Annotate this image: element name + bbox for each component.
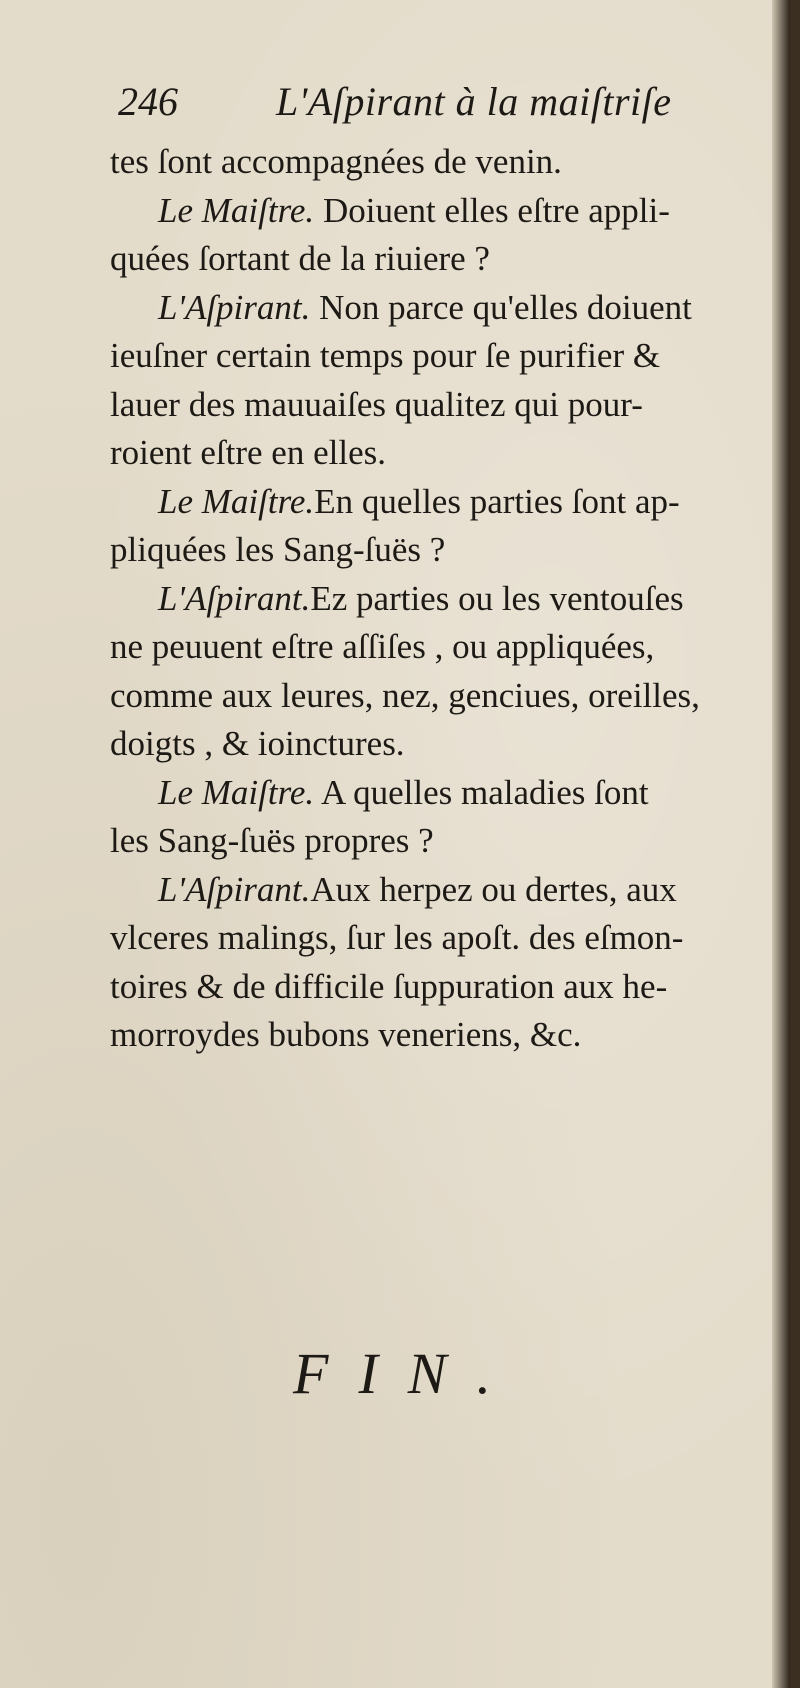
text-line: [110, 817, 788, 866]
text-line: [110, 866, 788, 915]
line-text: Aux herpez ou dertes, aux: [310, 869, 677, 909]
page-number: 246: [118, 79, 178, 124]
text-line: [110, 332, 788, 381]
text-line: [110, 526, 788, 575]
text-line: [110, 720, 788, 769]
line-text: Ez parties ou les ventouſes: [310, 578, 684, 618]
text-line: [110, 381, 788, 430]
line-text: A quelles maladies ſont: [314, 772, 649, 812]
speaker-label: Le Maiſtre.: [158, 190, 315, 230]
text-line: [110, 1011, 788, 1060]
text-line: [110, 478, 788, 527]
line-text: morroydes bubons veneriens, &c.: [110, 1015, 582, 1054]
line-text: doigts , & ioinctures.: [110, 724, 405, 763]
running-title: L'Aſpirant à la maiſtriſe: [276, 79, 672, 124]
line-text: vlceres malings, ſur les apoſt. des eſmon-: [110, 918, 684, 957]
running-head: [118, 78, 698, 134]
line-text: pliquées les Sang-ſuës ?: [110, 530, 446, 569]
line-text: Doiuent elles eſtre appli-: [314, 190, 670, 230]
speaker-label: L'Aſpirant.: [158, 869, 311, 909]
dialogue-text: [110, 138, 788, 1060]
line-text: Non parce qu'elles doiuent: [310, 287, 692, 327]
line-text: roient eſtre en elles.: [110, 433, 386, 472]
text-line: [110, 429, 788, 478]
text-line: [110, 623, 788, 672]
speaker-label: L'Aſpirant.: [158, 287, 311, 327]
line-text: comme aux leures, nez, genciues, oreilles,: [110, 675, 700, 715]
line-text: ne peuuent eſtre aſſiſes , ou appliquées,: [110, 627, 655, 666]
speaker-label: Le Maiſtre.: [158, 772, 315, 812]
text-line: [110, 769, 788, 818]
line-text: les Sang-ſuës propres ?: [110, 821, 434, 860]
finis-mark: FIN.: [293, 1341, 521, 1406]
text-line: [110, 187, 788, 236]
text-line: [110, 138, 788, 187]
text-line: [110, 672, 788, 721]
line-text: tes ſont accompagnées de venin.: [110, 142, 562, 181]
speaker-label: Le Maiſtre.: [158, 481, 315, 521]
text-line: [110, 284, 788, 333]
line-text: toires & de difficile ſuppuration aux he-: [110, 966, 668, 1006]
text-line: [110, 575, 788, 624]
text-line: [110, 235, 788, 284]
text-line: [110, 914, 788, 963]
line-text: quées ſortant de la riuiere ?: [110, 239, 490, 278]
line-text: En quelles parties ſont ap-: [314, 481, 680, 521]
text-line: [110, 963, 788, 1012]
line-text: lauer des mauuaiſes qualitez qui pour-: [110, 384, 643, 424]
speaker-label: L'Aſpirant.: [158, 578, 311, 618]
line-text: ieuſner certain temps pour ſe purifier &: [110, 336, 661, 375]
